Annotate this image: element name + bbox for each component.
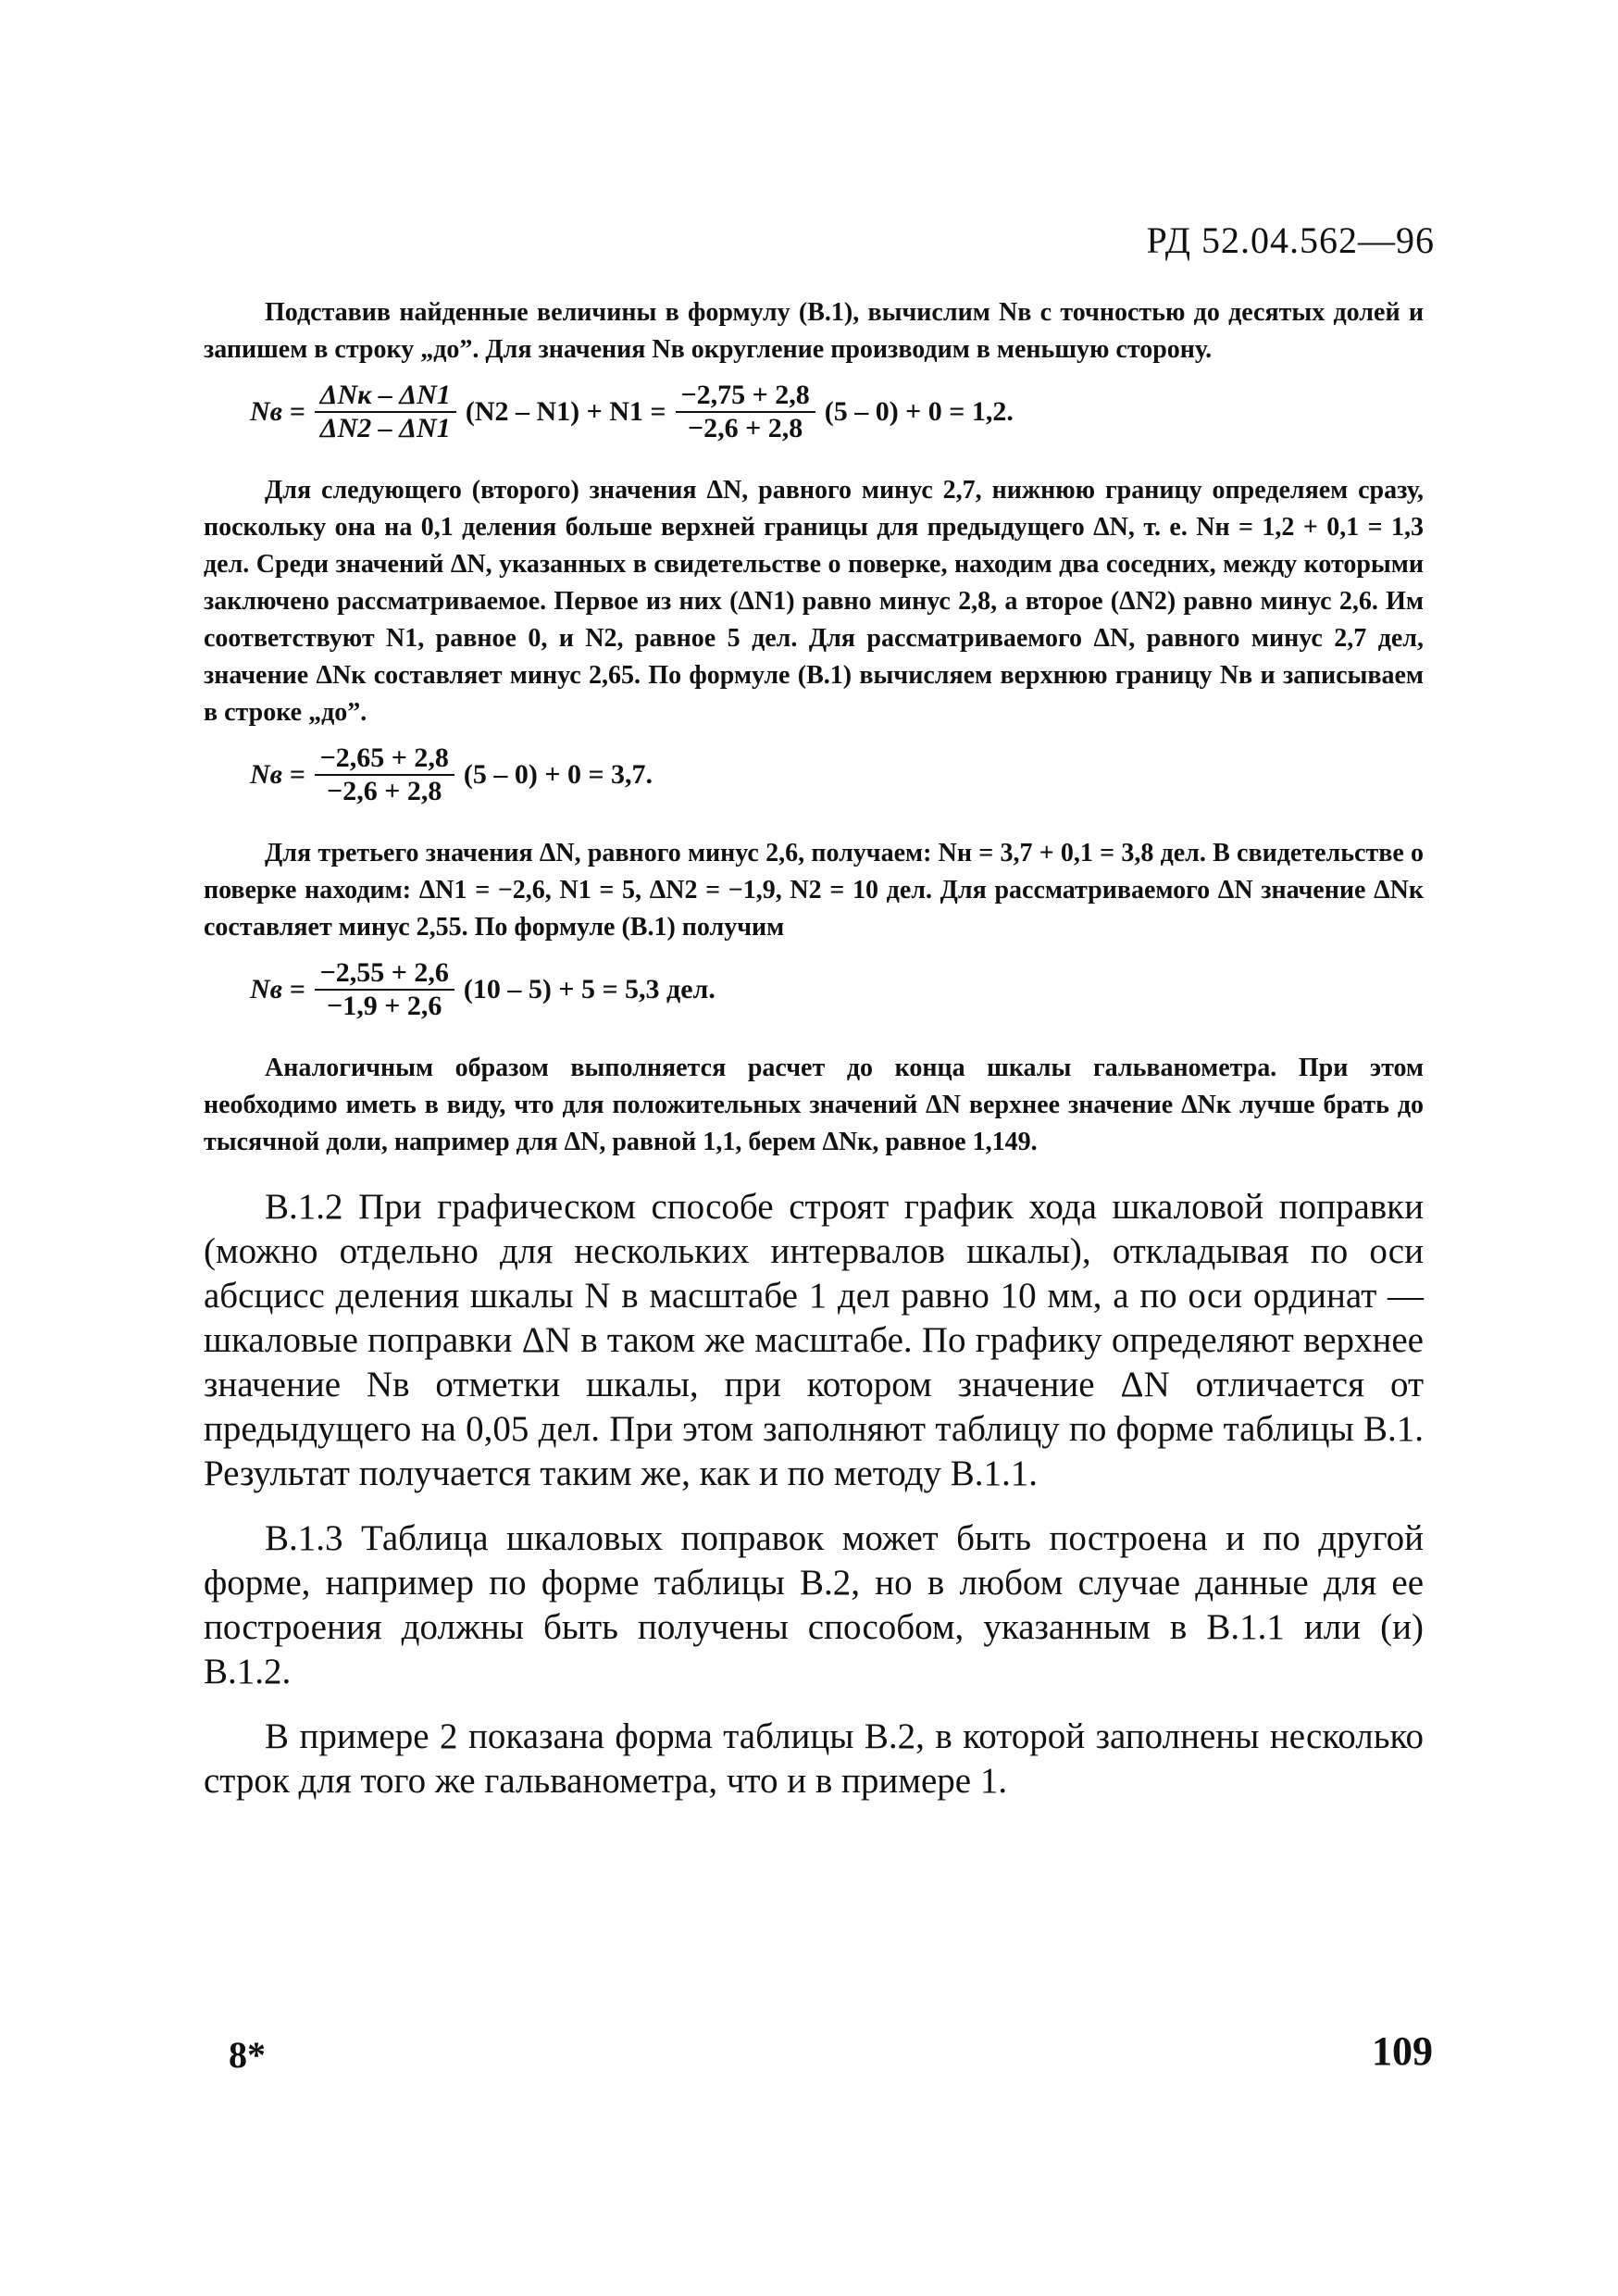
formula-1 bbox=[250, 380, 1424, 444]
formula-3-fraction bbox=[315, 957, 454, 1022]
formula-2-numerator: −2,65 + 2,8 bbox=[315, 742, 454, 776]
paragraph-second-value: Для следующего (второго) значения ΔN, равного минус 2,7, нижнюю границу определяем сразу, поскольку она на 0,1 деления больше верхней границы для предыдущего ΔN, т. е. Nн = 1,2 + 0,1 = 1,3 дел. Среди значений ΔN, указанных в свидетельстве о поверке, находим два соседних, между которыми заключено рассматриваемое. Первое из них (ΔN1) равно минус 2,8, а второе (ΔN2) равно минус 2,6. Им соответствуют N1, равное 0, и N2, равное 5 дел. Для рассматриваемого ΔN, равного минус 2,7 дел, значение ΔNк составляет минус 2,65. По формуле (В.1) вычисляем верхнюю границу Nв и записываем в строке „до”. bbox=[204, 476, 1424, 727]
formula-1-general-fraction bbox=[315, 380, 456, 444]
paragraph-b-1-3: В.1.3 Таблица шкаловых поправок может быть построена и по другой форме, например по форме таблицы В.2, но в любом случае данные для ее построения должны быть получены способом, указанным в В.1.1 или (и) В.1.2. bbox=[204, 1518, 1424, 1691]
page-body bbox=[204, 294, 1424, 1803]
formula-3-numerator: −2,55 + 2,6 bbox=[315, 957, 454, 991]
formula-2-fraction bbox=[315, 742, 454, 807]
formula-3 bbox=[250, 957, 1424, 1022]
formula-1-numeric-denominator: −2,6 + 2,8 bbox=[688, 413, 803, 443]
formula-1-lhs: Nв = bbox=[250, 396, 305, 427]
formula-2 bbox=[250, 742, 1424, 807]
document-code: РД 52.04.562—96 bbox=[1146, 219, 1435, 261]
paragraph-substitution: Подставив найденные величины в формулу (В.1), вычислим Nв с точностью до десятых долей и запишем в строку „до”. Для значения Nв округление производим в меньшую сторону. bbox=[204, 298, 1424, 364]
page-number: 109 bbox=[1372, 2028, 1433, 2074]
formula-3-denominator: −1,9 + 2,6 bbox=[327, 991, 442, 1021]
formula-3-result: (10 – 5) + 5 = 5,3 дел. bbox=[463, 974, 716, 1004]
paragraph-b-1-2: В.1.2 При графическом способе строят график хода шкаловой поправки (можно отдельно для нескольких интервалов шкалы), откладывая по оси абсцисс деления шкалы N в масштабе 1 дел равно 10 мм, а по оси ординат — шкаловые поправки ΔN в таком же масштабе. По графику определяют верхнее значение Nв отметки шкалы, при котором значение ΔN отличается от предыдущего на 0,05 дел. При этом заполняют таблицу по форме таблицы В.1. Результат получается таким же, как и по методу В.1.1. bbox=[204, 1187, 1424, 1493]
paragraph-example-2: В примере 2 показана форма таблицы В.2, в которой заполнены несколько строк для того же гальванометра, что и в примере 1. bbox=[204, 1716, 1424, 1801]
formula-2-lhs: Nв = bbox=[250, 759, 305, 790]
paragraph-analogous: Аналогичным образом выполняется расчет до конца шкалы гальванометра. При этом необходимо иметь в виду, что для положительных значений ΔN верхнее значение ΔNк лучше брать до тысячной доли, например для ΔN, равной 1,1, берем ΔNк, равное 1,149. bbox=[204, 1054, 1424, 1156]
formula-1-middle: (N2 – N1) + N1 = bbox=[465, 396, 666, 427]
sheet-mark: 8* bbox=[229, 2034, 266, 2076]
formula-1-numeric-numerator: −2,75 + 2,8 bbox=[676, 380, 815, 413]
formula-1-result: (5 – 0) + 0 = 1,2. bbox=[824, 396, 1014, 427]
formula-3-lhs: Nв = bbox=[250, 974, 305, 1004]
formula-1-general-denominator: ΔN2 – ΔN1 bbox=[319, 413, 451, 443]
formula-2-denominator: −2,6 + 2,8 bbox=[327, 776, 442, 806]
paragraph-third-value: Для третьего значения ΔN, равного минус 2,6, получаем: Nн = 3,7 + 0,1 = 3,8 дел. В свидетельстве о поверке находим: ΔN1 = −2,6, N1 = 5, ΔN2 = −1,9, N2 = 10 дел. Для рассматриваемого ΔN значение ΔNк составляет минус 2,55. По формуле (В.1) получим bbox=[204, 839, 1425, 942]
formula-2-result: (5 – 0) + 0 = 3,7. bbox=[463, 759, 653, 790]
formula-1-general-numerator: ΔNк – ΔN1 bbox=[315, 380, 456, 413]
formula-1-numeric-fraction bbox=[676, 380, 815, 444]
